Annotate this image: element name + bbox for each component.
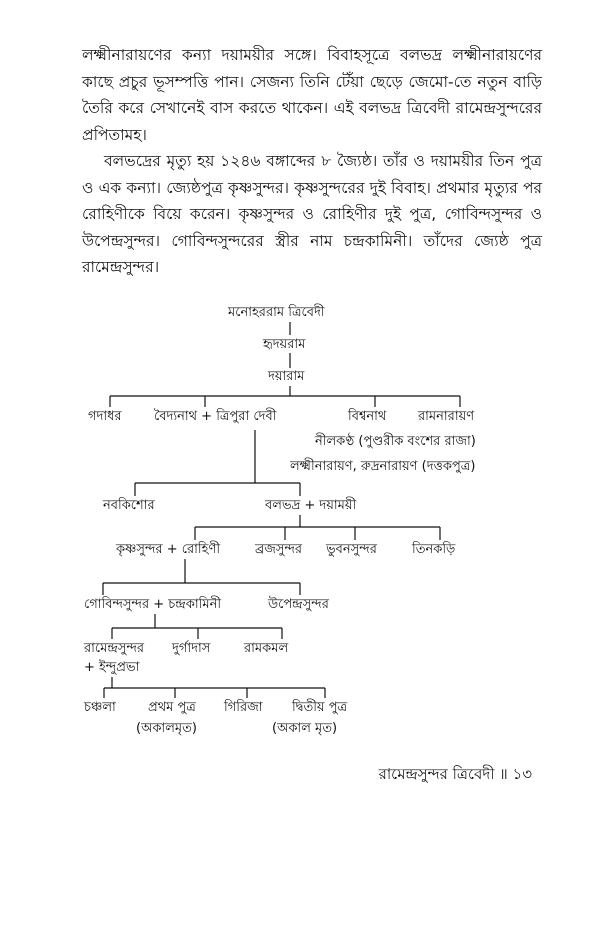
paragraph-1: লক্ষ্মীনারায়ণের কন্যা দয়াময়ীর সঙ্গে। বিবাহসূত্রে বলভদ্র লক্ষ্মীনারায়ণের কাছে প্রচুর ভূসম্পত্তি পান। সেজন্য তিনি টেঁয়া ছেড়ে জেমো-তে নতুন বাড়ি তৈরি করে সেখানেই বাস করতে থাকেন। এই বলভদ্র ত্রিবেদী রামেন্দ্রসুন্দরের প্রপিতামহ। [82,46,542,144]
node-durgadas: দুর্গাদাস [172,641,211,656]
paragraph-2: বলভদ্রের মৃত্যু হয় ১২৪৬ বঙ্গাব্দের ৮ জ্যৈষ্ঠ। তাঁর ও দয়াময়ীর তিন পুত্র ও এক কন্যা। জ্যেষ্ঠপুত্র কৃষ্ণসুন্দর। কৃষ্ণসুন্দরের দুই বিবাহ। প্রথমার মৃত্যুর পর রোহিণীকে বিয়ে করেন। কৃষ্ণসুন্দর ও রোহিণীর দুই পুত্র, গোবিন্দসুন্দর ও উপেন্দ্রসুন্দর। গোবিন্দসুন্দরের স্ত্রীর নাম চন্দ্রকামিনী। তাঁদের জ্যেষ্ঠ পুত্র রামেন্দ্রসুন্দর। [82,152,542,276]
node-dwitiya-note: (অকাল মৃত) [272,721,338,736]
node-pratham-putra: প্রথম পুত্র [148,700,196,715]
node-indraprabha: + ইন্দুপ্রভা [84,660,140,675]
node-krishnasundar: কৃষ্ণসুন্দর + রোহিণী [116,542,221,557]
node-girija: গিরিজা [224,700,263,715]
node-nilkantha: নীলকণ্ঠ (পুণ্ডরীক বংশের রাজা) [315,434,476,449]
node-baidyanath: বৈদ্যনাথ + ত্রিপুরা দেবী [154,409,277,424]
node-bishwanath: বিশ্বনাথ [348,409,387,424]
node-lakshminarayan: লক্ষ্মীনারায়ণ, রুদ্রনারায়ণ (দত্তকপুত্র) [290,459,476,474]
node-ramendrasundar: রামেন্দ্রসুন্দর [84,641,145,656]
node-bhubansundar: ভুবনসুন্দর [326,542,377,557]
node-brajasundar: ব্রজসুন্দর [255,542,303,557]
node-gadadhar: গদাধর [88,409,122,424]
node-ramkamal: রামকমল [244,641,289,656]
node-manohar: মনোহররাম ত্রিবেদী [228,305,325,320]
node-gobindasundar: গোবিন্দসুন্দর + চন্দ্রকামিনী [84,597,222,612]
node-balabhadra: বলভদ্র + দয়াময়ী [265,498,357,513]
node-tinkori: তিনকড়ি [412,542,456,557]
page-footer: রামেন্দ্রসুন্দর ত্রিবেদী ॥ ১৩ [378,765,532,783]
node-pratham-note: (অকালমৃত) [136,721,197,736]
node-nabakishor: নবকিশোর [103,498,155,513]
node-ramnarayan: রামনারায়ণ [418,409,475,424]
node-dwitiya-putra: দ্বিতীয় পুত্র [292,700,348,715]
node-chanchala: চঞ্চলা [84,700,116,715]
node-hridayram: হৃদয়রাম [263,337,306,352]
node-dayaram: দয়ারাম [268,369,305,384]
node-upendrasundar: উপেন্দ্রসুন্দর [268,597,329,612]
